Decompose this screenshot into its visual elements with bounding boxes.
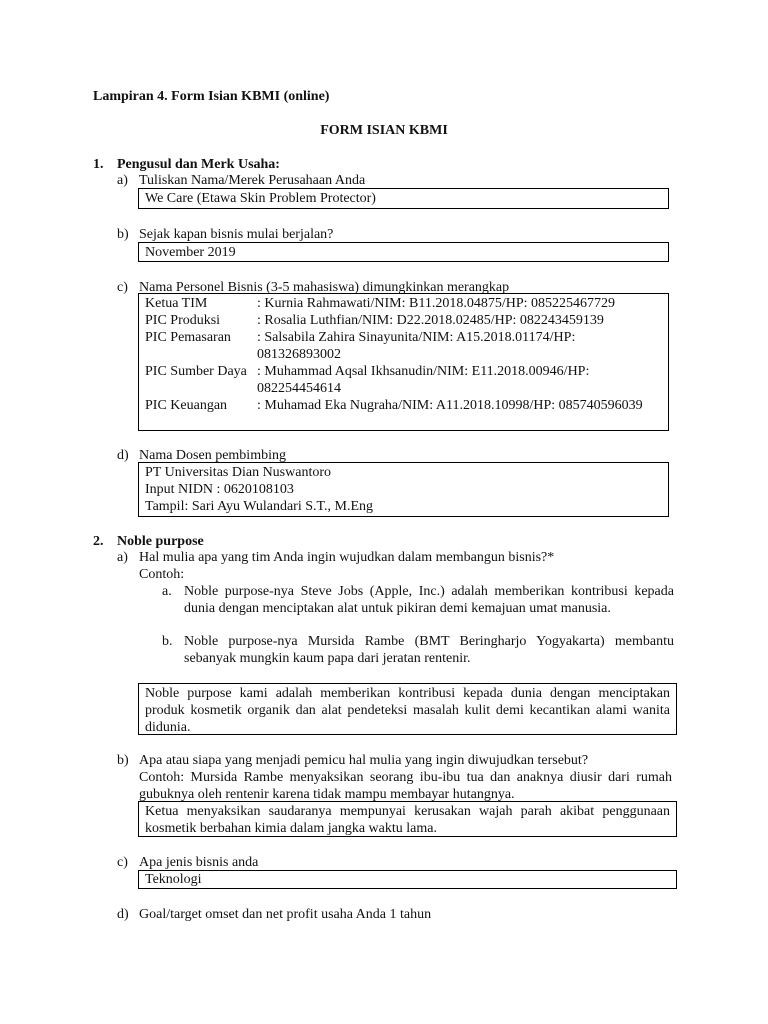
personnel-role: PIC Produksi <box>145 313 221 328</box>
supervisor-nidn: Input NIDN : 0620108103 <box>145 482 294 497</box>
q1c-personnel-box[interactable] <box>138 293 669 431</box>
q1a-answer-box[interactable] <box>138 188 669 209</box>
q2c-answer: Teknologi <box>145 872 202 887</box>
q2a-question: Hal mulia apa yang tim Anda ingin wujudkan dalam membangun bisnis?* <box>139 550 555 565</box>
personnel-detail: : Salsabila Zahira Sinayunita/NIM: A15.2018.01174/HP: 081326893002 <box>257 330 576 362</box>
personnel-row-keuangan <box>145 397 662 414</box>
appendix-title: Lampiran 4. Form Isian KBMI (online) <box>93 89 330 104</box>
section1-number: 1. <box>93 157 104 172</box>
q2d-question: Goal/target omset dan net profit usaha Anda 1 tahun <box>139 907 432 922</box>
q1a-question: Tuliskan Nama/Merek Perusahaan Anda <box>139 173 366 188</box>
q1c-question: Nama Personel Bisnis (3-5 mahasiswa) dimungkinkan merangkap <box>139 280 510 295</box>
q1b-marker: b) <box>117 227 129 242</box>
q1b-answer: November 2019 <box>145 245 236 260</box>
personnel-detail: : Rosalia Luthfian/NIM: D22.2018.02485/HP: 082243459139 <box>257 313 604 328</box>
example-b-marker: b. <box>162 634 173 649</box>
form-title: FORM ISIAN KBMI <box>320 123 448 138</box>
q2a-answer-box[interactable] <box>138 683 677 735</box>
q1b-answer-box[interactable] <box>138 242 669 262</box>
personnel-detail: : Muhamad Eka Nugraha/NIM: A11.2018.10998/HP: 085740596039 <box>257 398 643 413</box>
example-b-text: Noble purpose-nya Mursida Rambe (BMT Beringharjo Yogyakarta) membantu sebanyak mungkin kaum papa dari jeratan rentenir. <box>184 634 674 666</box>
personnel-row-sumber-daya <box>145 363 662 397</box>
q1a-answer: We Care (Etawa Skin Problem Protector) <box>145 191 376 206</box>
q2b-example: Contoh: Mursida Rambe menyaksikan seorang ibu-ibu tua dan anaknya diusir dari rumah gubuknya oleh rentenir karena tidak mampu membayar hutangnya. <box>139 770 672 802</box>
section2-number: 2. <box>93 534 104 549</box>
q2b-marker: b) <box>117 753 129 768</box>
personnel-row-pemasaran <box>145 329 662 363</box>
q2c-answer-box[interactable] <box>138 870 677 889</box>
personnel-detail: : Kurnia Rahmawati/NIM: B11.2018.04875/HP: 085225467729 <box>257 296 616 311</box>
personnel-role: Ketua TIM <box>145 296 208 311</box>
q2b-answer: Ketua menyaksikan saudaranya mempunyai kerusakan wajah parah akibat penggunaan kosmetik berbahan kimia dalam jangka waktu lama. <box>145 804 670 836</box>
q1b-question: Sejak kapan bisnis mulai berjalan? <box>139 227 334 242</box>
q2d-marker: d) <box>117 907 129 922</box>
supervisor-university: PT Universitas Dian Nuswantoro <box>145 465 331 480</box>
section1-title: Pengusul dan Merk Usaha: <box>117 157 280 172</box>
q1d-marker: d) <box>117 448 129 463</box>
personnel-row-produksi <box>145 312 662 329</box>
personnel-role: PIC Sumber Daya <box>145 364 247 379</box>
q2c-marker: c) <box>117 855 128 870</box>
q2c-question: Apa jenis bisnis anda <box>139 855 259 870</box>
q1d-answer-box[interactable] <box>138 462 669 517</box>
personnel-detail: : Muhammad Aqsal Ikhsanudin/NIM: E11.2018.00946/HP: 082254454614 <box>257 364 590 396</box>
example-a-text: Noble purpose-nya Steve Jobs (Apple, Inc.) adalah memberikan kontribusi kepada dunia dengan menciptakan alat untuk pikiran demi kemajuan umat manusia. <box>184 584 674 616</box>
q2a-example-label: Contoh: <box>139 567 185 582</box>
section2-title: Noble purpose <box>117 534 204 549</box>
q2a-answer: Noble purpose kami adalah memberikan kontribusi kepada dunia dengan menciptakan produk kosmetik organik dan alat pendeteksi masalah kulit demi kecantikan alami wanita didunia. <box>145 686 670 735</box>
q1a-marker: a) <box>117 173 128 188</box>
q1c-marker: c) <box>117 280 128 295</box>
q2b-answer-box[interactable] <box>138 801 677 837</box>
q2b-question: Apa atau siapa yang menjadi pemicu hal mulia yang ingin diwujudkan tersebut? <box>139 753 589 768</box>
q1d-question: Nama Dosen pembimbing <box>139 448 286 463</box>
personnel-row-ketua <box>145 295 662 312</box>
personnel-role: PIC Keuangan <box>145 398 228 413</box>
q2a-marker: a) <box>117 550 128 565</box>
supervisor-name: Tampil: Sari Ayu Wulandari S.T., M.Eng <box>145 499 374 514</box>
personnel-role: PIC Pemasaran <box>145 330 231 345</box>
example-a-marker: a. <box>162 584 172 599</box>
